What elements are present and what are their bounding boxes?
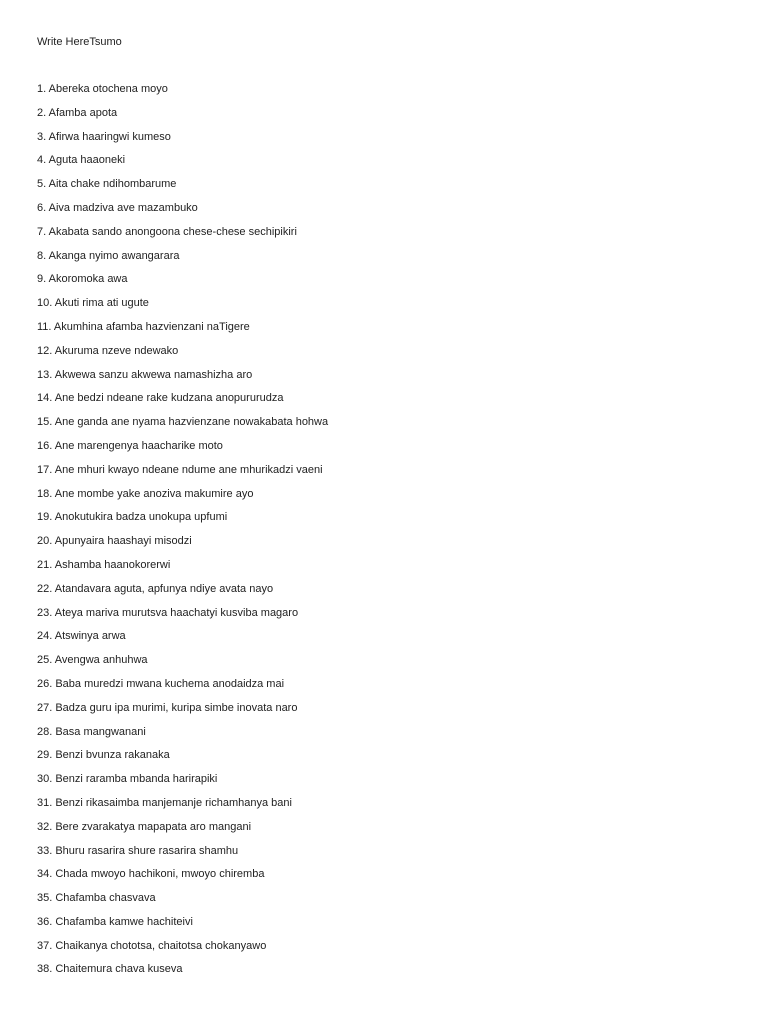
- list-item: 22. Atandavara aguta, apfunya ndiye avata nayo: [37, 582, 274, 595]
- list-item: 15. Ane ganda ane nyama hazvienzane nowakabata hohwa: [37, 416, 329, 429]
- list-item: 29. Benzi bvunza rakanaka: [37, 749, 170, 762]
- list-item: 14. Ane bedzi ndeane rake kudzana anopururudza: [37, 392, 284, 405]
- list-item: 35. Chafamba chasvava: [37, 892, 156, 905]
- list-item: 31. Benzi rikasaimba manjemanje richamhanya bani: [37, 796, 292, 809]
- list-item: 11. Akumhina afamba hazvienzani naTigere: [37, 320, 250, 333]
- list-item: 33. Bhuru rasarira shure rasarira shamhu: [37, 844, 239, 857]
- proverb-list: [37, 81, 328, 985]
- list-item: 4. Aguta haaoneki: [37, 154, 126, 167]
- list-item: 17. Ane mhuri kwayo ndeane ndume ane mhurikadzi vaeni: [37, 463, 323, 476]
- list-item: 16. Ane marengenya haacharike moto: [37, 439, 223, 452]
- list-item: 3. Afirwa haaringwi kumeso: [37, 130, 171, 143]
- list-item: 30. Benzi raramba mbanda harirapiki: [37, 773, 218, 786]
- list-item: 12. Akuruma nzeve ndewako: [37, 344, 179, 357]
- list-item: 5. Aita chake ndihombarume: [37, 178, 177, 191]
- list-item: 28. Basa mangwanani: [37, 725, 146, 738]
- list-item: 37. Chaikanya chototsa, chaitotsa chokanyawo: [37, 939, 267, 952]
- list-item: 26. Baba muredzi mwana kuchema anodaidza mai: [37, 677, 285, 690]
- list-item: 23. Ateya mariva murutsva haachatyi kusviba magaro: [37, 606, 299, 619]
- list-item: 9. Akoromoka awa: [37, 273, 128, 286]
- list-item: 38. Chaitemura chava kuseva: [37, 963, 183, 976]
- list-item: 19. Anokutukira badza unokupa upfumi: [37, 511, 228, 524]
- list-item: 25. Avengwa anhuhwa: [37, 654, 148, 667]
- list-item: 20. Apunyaira haashayi misodzi: [37, 535, 192, 548]
- list-item: 24. Atswinya arwa: [37, 630, 126, 643]
- list-item: 8. Akanga nyimo awangarara: [37, 249, 180, 262]
- list-item: 21. Ashamba haanokorerwi: [37, 558, 171, 571]
- page-header: Write HereTsumo: [37, 36, 122, 48]
- list-item: 36. Chafamba kamwe hachiteivi: [37, 915, 193, 928]
- list-item: 34. Chada mwoyo hachikoni, mwoyo chiremba: [37, 868, 265, 881]
- list-item: 7. Akabata sando anongoona chese-chese sechipikiri: [37, 225, 297, 238]
- list-item: 10. Akuti rima ati ugute: [37, 297, 149, 310]
- list-item: 27. Badza guru ipa murimi, kuripa simbe inovata naro: [37, 701, 298, 714]
- list-item: 32. Bere zvarakatya mapapata aro mangani: [37, 820, 252, 833]
- list-item: 13. Akwewa sanzu akwewa namashizha aro: [37, 368, 253, 381]
- list-item: 18. Ane mombe yake anoziva makumire ayo: [37, 487, 254, 500]
- list-item: 6. Aiva madziva ave mazambuko: [37, 201, 198, 214]
- list-item: 2. Afamba apota: [37, 106, 118, 119]
- list-item: 1. Abereka otochena moyo: [37, 83, 168, 95]
